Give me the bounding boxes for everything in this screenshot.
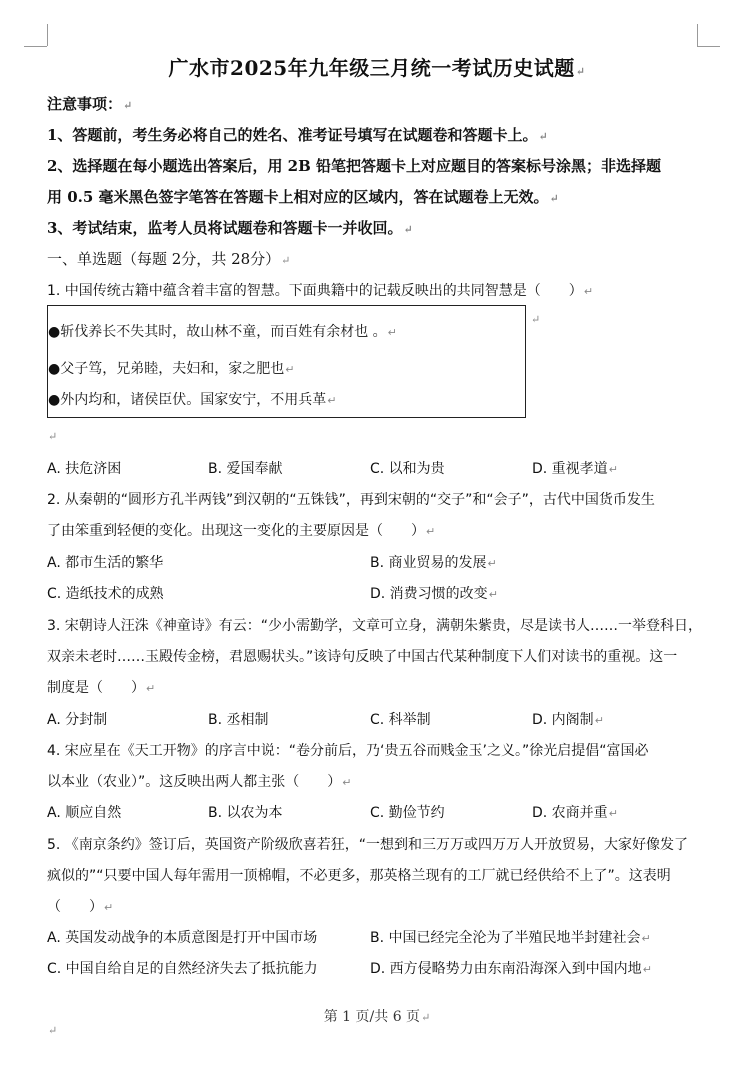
question-1-option-b[interactable]: B. 爱国奉献	[208, 461, 283, 477]
question-3-stem: 3. 宋朝诗人汪洙《神童诗》有云：“少小需勤学，文章可立身，满朝朱紫贵，尽是读书人……一举登科日，	[47, 618, 703, 634]
question-1-stem: 1. 中国传统古籍中蕴含着丰富的智慧。下面典籍中的记载反映出的共同智慧是（ ）↵	[47, 283, 594, 299]
question-4-stem: 以本业（农业）”。这反映出两人都主张（ ）↵	[47, 774, 352, 790]
crop-mark-top-right-v	[697, 24, 698, 46]
question-5-option-c[interactable]: C. 中国自给自足的自然经济失去了抵抗能力	[47, 961, 318, 977]
quote-box	[47, 305, 526, 418]
question-1-option-d[interactable]: D. 重视孝道↵	[532, 461, 618, 477]
notice-item: 用 0.5 毫米黑色签字笔答在答题卡上相对应的区域内，答在试题卷上无效。↵	[47, 188, 559, 206]
section-heading: 一、单选题（每题 2分，共 28分）↵	[47, 250, 291, 268]
question-3-option-b[interactable]: B. 丞相制	[208, 712, 269, 728]
quote-line: ●外内均和，诸侯臣伏。国家安宁，不用兵革↵	[48, 392, 337, 408]
question-2-option-c[interactable]: C. 造纸技术的成熟	[47, 586, 164, 602]
question-1-option-c[interactable]: C. 以和为贵	[370, 461, 445, 477]
question-2-option-a[interactable]: A. 都市生活的繁华	[47, 555, 164, 571]
question-4-stem: 4. 宋应星在《天工开物》的序言中说：“卷分前后，乃‘贵五谷而贱金玉’之义。”徐光启提倡“富国必	[47, 743, 649, 759]
question-5-stem: 疯似的”“只要中国人每年需用一顶棉帽，不必更多，那英格兰现有的工厂就已经供给不上了”。这表明	[47, 868, 671, 884]
question-1-option-a[interactable]: A. 扶危济困	[47, 461, 122, 477]
question-5-option-d[interactable]: D. 西方侵略势力由东南沿海深入到中国内地↵	[370, 961, 652, 977]
page-footer: 第 1 页/共 6 页↵	[323, 1009, 431, 1025]
paragraph-mark: ↵	[531, 313, 541, 326]
question-2-stem: 2. 从秦朝的“圆形方孔半两钱”到汉朝的“五铢钱”，再到宋朝的“交子”和“会子”，古代中国货币发生	[47, 492, 655, 508]
paragraph-mark: ↵	[48, 1024, 58, 1037]
notice-item: 1、答题前，考生务必将自己的姓名、准考证号填写在试题卷和答题卡上。↵	[47, 126, 548, 144]
question-3-option-a[interactable]: A. 分封制	[47, 712, 108, 728]
question-4-option-b[interactable]: B. 以农为本	[208, 805, 283, 821]
question-4-option-c[interactable]: C. 勤俭节约	[370, 805, 445, 821]
question-3-option-c[interactable]: C. 科举制	[370, 712, 431, 728]
crop-mark-top-left-h	[24, 46, 47, 47]
question-4-option-a[interactable]: A. 顺应自然	[47, 805, 122, 821]
question-3-stem: 制度是（ ）↵	[47, 680, 156, 696]
question-5-stem: 5. 《南京条约》签订后，英国资产阶级欣喜若狂，“一想到和三万万或四万万人开放贸易，大家好像发了	[47, 837, 689, 853]
question-3-option-d[interactable]: D. 内阁制↵	[532, 712, 604, 728]
paragraph-mark: ↵	[48, 430, 58, 443]
question-3-stem: 双亲未老时……玉殿传金榜，君恩赐状头。”该诗句反映了中国古代某种制度下人们对读书的重视。这一	[47, 649, 678, 665]
notice-heading: 注意事项：↵	[47, 95, 133, 113]
question-5-option-b[interactable]: B. 中国已经完全沦为了半殖民地半封建社会↵	[370, 930, 651, 946]
page-title: 广水市2025年九年级三月统一考试历史试题↵	[168, 56, 586, 80]
quote-line: ●父子笃，兄弟睦，夫妇和，家之肥也↵	[48, 361, 295, 377]
question-2-stem: 了由笨重到轻便的变化。出现这一变化的主要原因是（ ）↵	[47, 523, 436, 539]
question-5-stem: （ ）↵	[47, 899, 114, 915]
question-5-option-a[interactable]: A. 英国发动战争的本质意图是打开中国市场	[47, 930, 318, 946]
notice-item: 3、考试结束，监考人员将试题卷和答题卡一并收回。↵	[47, 219, 413, 237]
crop-mark-top-left-v	[47, 24, 48, 46]
quote-line: ●斩伐养长不失其时，故山林不童，而百姓有余材也 。↵	[48, 324, 397, 340]
crop-mark-top-right-h	[697, 46, 720, 47]
notice-item: 2、选择题在每小题选出答案后，用 2B 铅笔把答题卡上对应题目的答案标号涂黑；非选择题	[47, 157, 662, 175]
question-4-option-d[interactable]: D. 农商并重↵	[532, 805, 618, 821]
question-2-option-b[interactable]: B. 商业贸易的发展↵	[370, 555, 497, 571]
question-2-option-d[interactable]: D. 消费习惯的改变↵	[370, 586, 498, 602]
